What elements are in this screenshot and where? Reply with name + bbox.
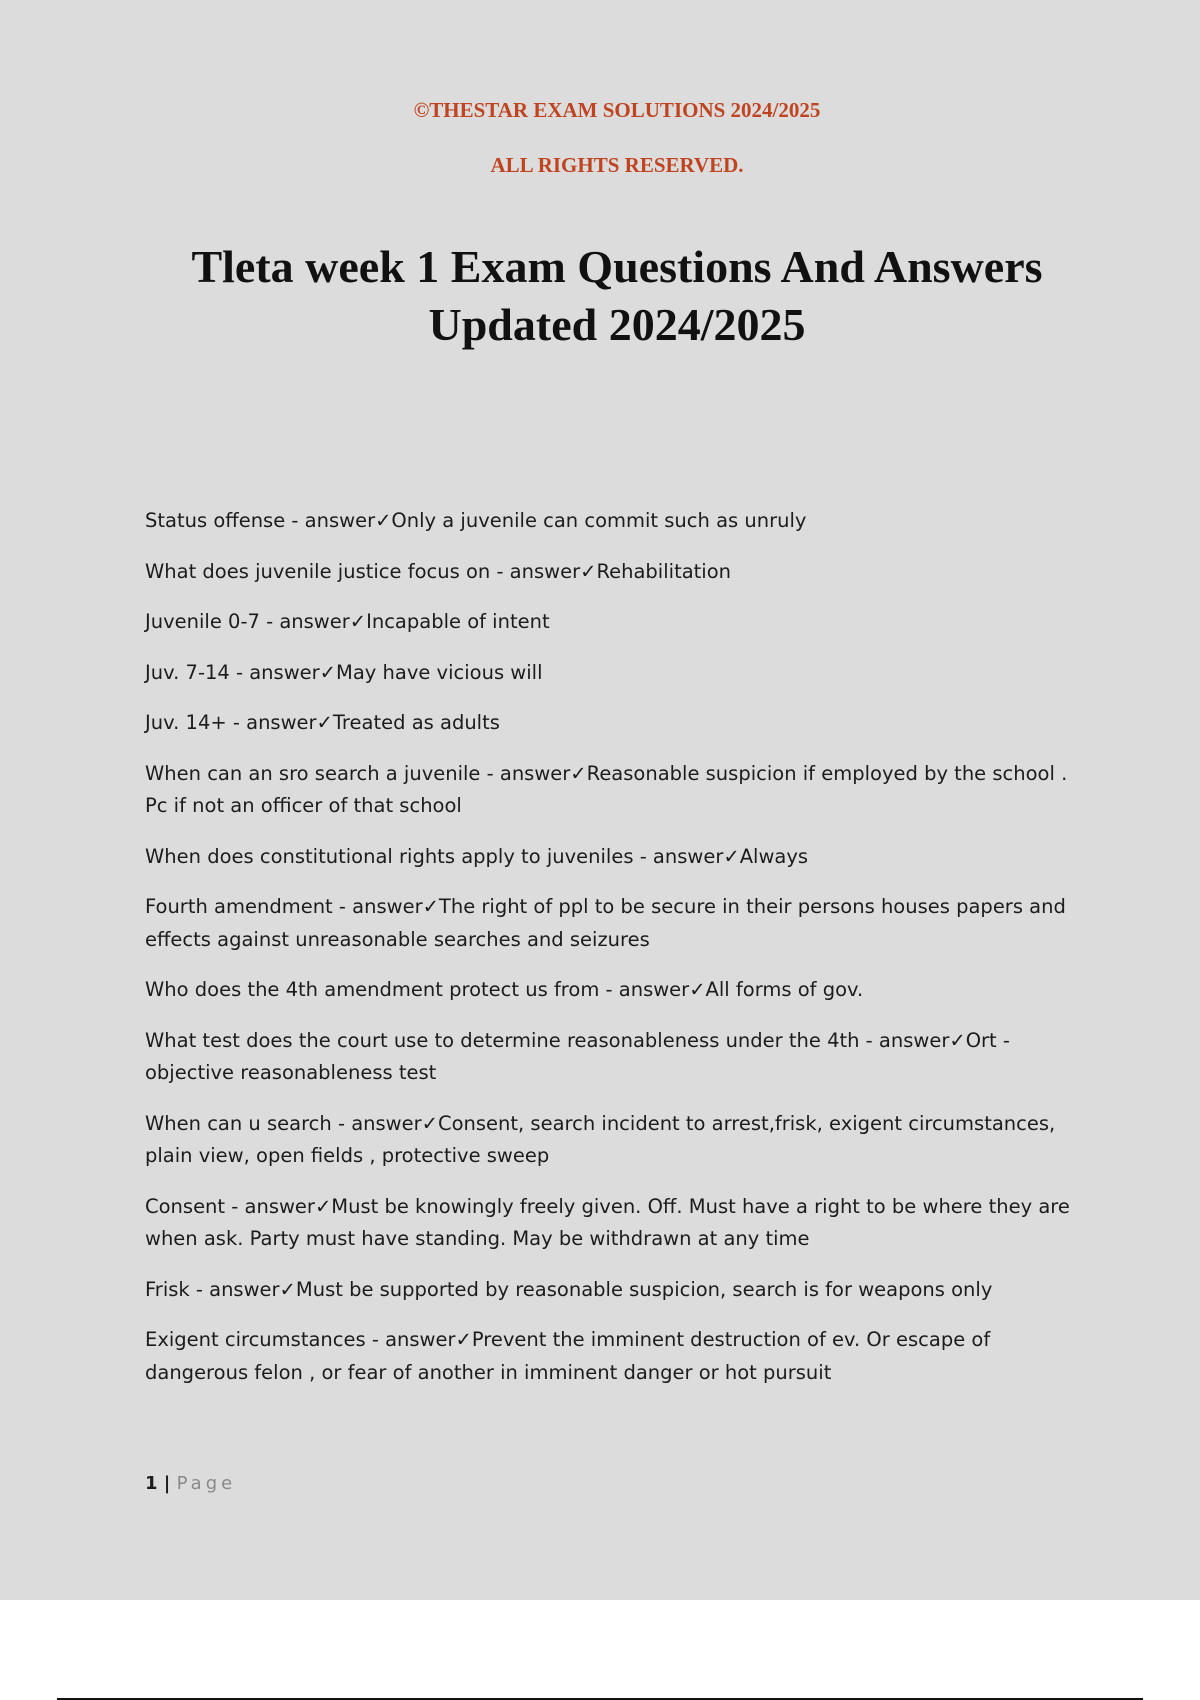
- question-text: Status offense: [145, 509, 286, 532]
- question-text: When can u search: [145, 1111, 332, 1135]
- page-footer: [145, 1473, 236, 1494]
- qa-item: [145, 1108, 1090, 1173]
- answer-marker: - answer✓: [226, 711, 333, 734]
- page-separator: |: [157, 1473, 177, 1494]
- answer-marker: - answer✓: [189, 1277, 296, 1301]
- question-text: When can an sro search a juvenile: [145, 761, 481, 785]
- answer-text: Consent, search incident to arrest,frisk, exigent circumstances, plain view, open fields , protective sweep: [145, 1111, 1056, 1167]
- qa-item: [145, 1274, 1090, 1307]
- answer-marker: - answer✓: [331, 1111, 438, 1135]
- answer-text: Rehabilitation: [596, 559, 732, 583]
- question-text: Juvenile 0-7: [145, 610, 260, 633]
- qa-item: [145, 556, 1090, 589]
- answer-text: The right of ppl to be secure in their persons houses papers and effects against unreasonable searches and seizures: [145, 895, 1066, 951]
- document-title: [100, 238, 1134, 354]
- page-word: Page: [176, 1473, 237, 1494]
- copyright-notice: ©THESTAR EXAM SOLUTIONS 2024/2025: [413, 98, 821, 122]
- answer-marker: - answer✓: [259, 610, 367, 633]
- question-text: Juv. 7-14: [145, 660, 230, 684]
- qa-item: [145, 505, 1090, 538]
- answer-marker: - answer✓: [490, 559, 597, 583]
- qa-item: [145, 657, 1090, 690]
- question-text: Consent: [145, 1194, 226, 1218]
- qa-item: [145, 1191, 1090, 1256]
- answer-marker: - answer✓: [332, 895, 439, 918]
- answer-text: All forms of gov.: [705, 978, 864, 1001]
- qa-item: [145, 974, 1090, 1007]
- question-text: Exigent circumstances: [145, 1328, 366, 1351]
- answer-marker: - answer✓: [599, 978, 706, 1001]
- qa-item: [145, 1025, 1090, 1090]
- qa-list: [145, 505, 1090, 1407]
- answer-text: Reasonable suspicion if employed by the school . Pc if not an officer of that school: [145, 761, 1068, 817]
- qa-item: [145, 1324, 1090, 1389]
- answer-text: Always: [739, 844, 809, 868]
- answer-text: Must be knowingly freely given. Off. Must have a right to be where they are when ask. Party must have standing. May be withdrawn at any time: [145, 1194, 1070, 1250]
- answer-marker: - answer✓: [365, 1328, 472, 1351]
- qa-item: [145, 606, 1090, 639]
- title-line-2: Updated 2024/2025: [428, 299, 806, 350]
- answer-marker: - answer✓: [859, 1028, 966, 1052]
- answer-marker: - answer✓: [480, 761, 587, 785]
- answer-text: Must be supported by reasonable suspicion, search is for weapons only: [295, 1277, 993, 1301]
- answer-text: Incapable of intent: [366, 610, 550, 633]
- answer-text: Treated as adults: [332, 711, 500, 734]
- question-text: Who does the 4th amendment protect us from: [145, 978, 600, 1001]
- qa-item: [145, 758, 1090, 823]
- question-text: When does constitutional rights apply to juveniles: [145, 844, 634, 868]
- page-number: 1: [145, 1473, 158, 1494]
- question-text: What test does the court use to determine reasonableness under the 4th: [145, 1028, 860, 1052]
- answer-text: Prevent the imminent destruction of ev. Or escape of dangerous felon , or fear of another in imminent danger or hot pursuit: [145, 1328, 991, 1384]
- answer-text: May have vicious will: [336, 660, 543, 684]
- question-text: Frisk: [145, 1277, 190, 1301]
- rights-reserved: ALL RIGHTS RESERVED.: [490, 153, 744, 177]
- question-text: What does juvenile justice focus on: [145, 559, 491, 583]
- answer-marker: - answer✓: [633, 844, 740, 868]
- question-text: Fourth amendment: [145, 895, 333, 918]
- question-text: Juv. 14+: [145, 711, 227, 734]
- qa-item: [145, 841, 1090, 874]
- qa-item: [145, 707, 1090, 740]
- answer-text: Only a juvenile can commit such as unruly: [391, 509, 807, 532]
- answer-text: Ort - objective reasonableness test: [145, 1028, 1010, 1084]
- qa-item: [145, 891, 1090, 956]
- answer-marker: - answer✓: [225, 1194, 332, 1218]
- title-line-1: Tleta week 1 Exam Questions And Answers: [191, 241, 1043, 292]
- answer-marker: - answer✓: [229, 660, 336, 684]
- answer-marker: - answer✓: [285, 509, 392, 532]
